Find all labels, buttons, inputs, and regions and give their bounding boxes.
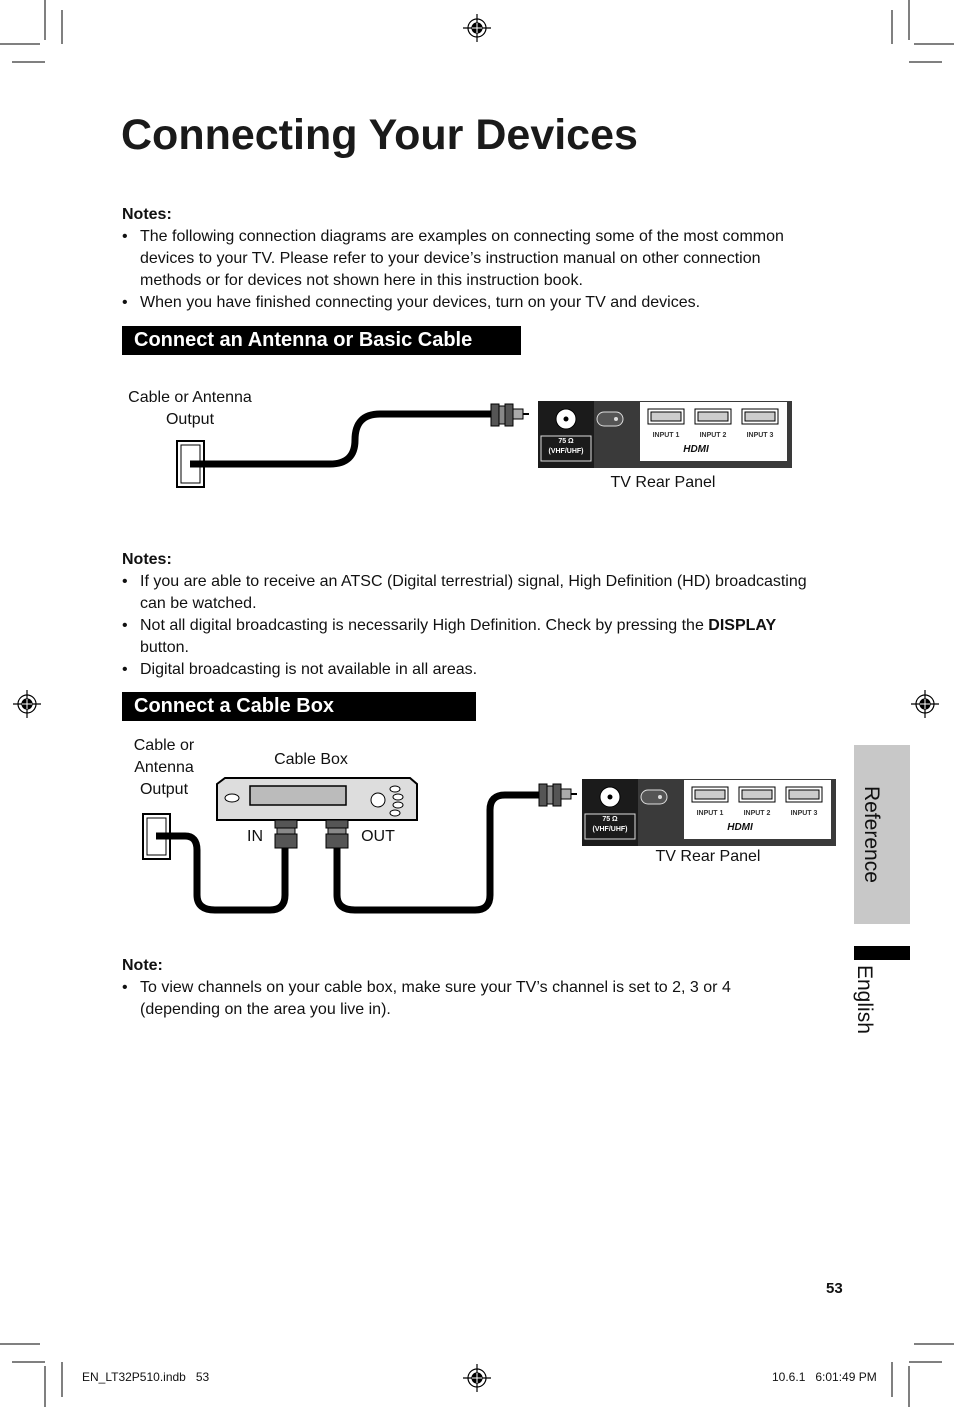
panel-label: TV Rear Panel <box>610 474 716 491</box>
note-item: • Digital broadcasting is not available in all areas. <box>122 659 822 681</box>
english-tab-bar <box>854 946 910 960</box>
coax-connector-icon <box>539 784 577 806</box>
source-label: Cable or Antenna Output <box>128 389 252 428</box>
panel-label: TV Rear Panel <box>655 848 761 865</box>
note-text: Not all digital broadcasting is necessarily High Definition. Check by pressing the <box>140 617 709 634</box>
page-number: 53 <box>826 1280 843 1297</box>
english-tab-label: English <box>853 965 876 1034</box>
out-label: OUT <box>361 828 395 845</box>
in-label: IN <box>247 828 263 845</box>
notes-heading: Note: <box>122 957 163 974</box>
notes-list <box>122 571 822 681</box>
note-item: • When you have finished connecting your devices, turn on your TV and devices. <box>122 292 822 314</box>
cable-box-label: Cable Box <box>274 751 348 768</box>
note-item: • If you are able to receive an ATSC (Digital terrestrial) signal, High Definition (HD) broadcasting can be watched. <box>122 571 822 615</box>
note-item <box>122 615 822 659</box>
footer-stamp: 10.6.1 6:01:49 PM <box>772 1370 877 1384</box>
note-item: • To view channels on your cable box, make sure your TV’s channel is set to 2, 3 or 4 (depending on the area you live in). <box>122 977 782 1021</box>
hdmi-logo: HDMI <box>727 822 753 833</box>
notes-list <box>122 226 822 314</box>
cable-box-icon <box>217 778 417 820</box>
input-label: INPUT 1 <box>696 810 724 817</box>
input-label: INPUT 3 <box>746 432 774 439</box>
display-key-name: DISPLAY <box>708 617 777 634</box>
section-header-cable-box: Connect a Cable Box <box>122 692 476 721</box>
box-out-connector-icon <box>326 820 348 848</box>
antenna-spec-line2: (VHF/UHF) <box>548 448 584 455</box>
notes-heading: Notes: <box>122 206 172 223</box>
notes-heading: Notes: <box>122 551 172 568</box>
input-label: INPUT 2 <box>699 432 727 439</box>
input-label: INPUT 2 <box>743 810 771 817</box>
input-label: INPUT 1 <box>652 432 680 439</box>
input-label: INPUT 3 <box>790 810 818 817</box>
source-label: Cable or Antenna Output <box>133 737 195 798</box>
footer-file: EN_LT32P510.indb 53 <box>82 1370 210 1384</box>
box-in-connector-icon <box>275 820 297 848</box>
antenna-spec-line1: 75 Ω <box>602 816 618 823</box>
note-item: • The following connection diagrams are examples on connecting some of the most common devices to your TV. Please refer to your device’s instruction manual on other connection methods or for devices not shown here in this instruction book. <box>122 226 822 292</box>
reference-tab-label: Reference <box>860 786 883 883</box>
note-text: button. <box>140 639 189 656</box>
page-title: Connecting Your Devices <box>121 111 638 159</box>
section-header-antenna: Connect an Antenna or Basic Cable <box>122 326 521 355</box>
antenna-spec-line2: (VHF/UHF) <box>592 826 628 833</box>
coax-connector-icon <box>491 404 529 426</box>
notes-list <box>122 977 782 1021</box>
hdmi-logo: HDMI <box>683 444 709 455</box>
antenna-spec-line1: 75 Ω <box>558 438 574 445</box>
